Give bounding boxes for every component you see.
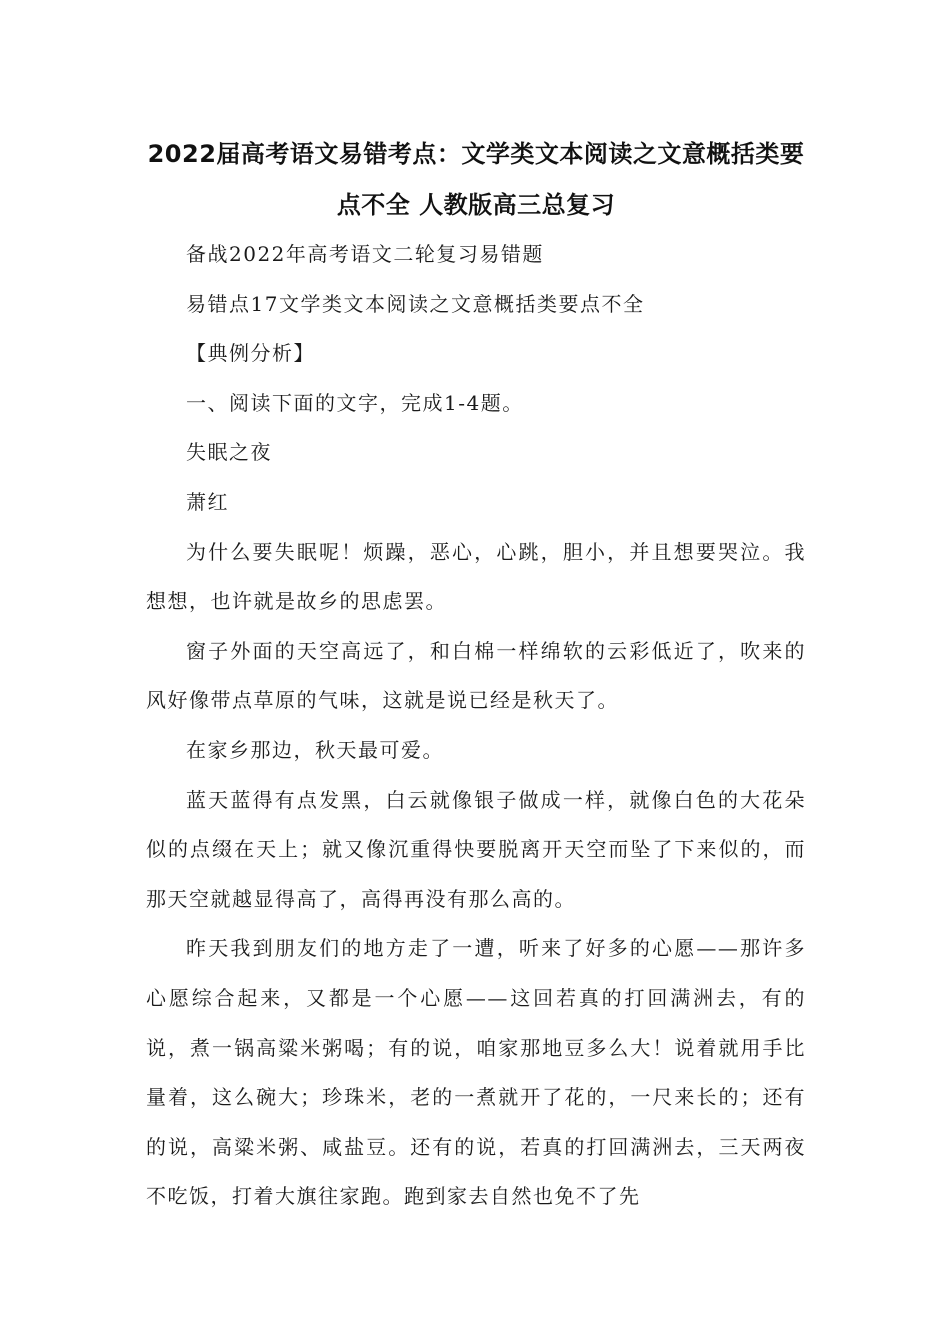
article-author: 萧红 [186,489,229,514]
body-paragraph: 在家乡那边，秋天最可爱。 [186,737,444,762]
section-heading: 【典例分析】 [186,341,315,366]
body-paragraph: 蓝天蓝得有点发黑，白云就像银子做成一样，就像白色的大花朵似的点缀在天上；就又像沉重得快要脱离开天空而坠了下来似的，而那天空就越显得高了，高得再没有那么高的。 [146,787,806,911]
article-title: 失眠之夜 [186,440,272,465]
error-point-paragraph: 易错点17文学类文本阅读之文意概括类要点不全 [186,291,645,316]
document-title-line-2: 点不全 人教版高三总复习 [336,191,616,219]
body-paragraph: 窗子外面的天空高远了，和白棉一样绵软的云彩低近了，吹来的风好像带点草原的气味，这就是说已经是秋天了。 [146,638,806,713]
document-body [146,230,806,1222]
subtitle-paragraph: 备战2022年高考语文二轮复习易错题 [186,242,544,266]
body-paragraph: 昨天我到朋友们的地方走了一遭，听来了好多的心愿——那许多心愿综合起来，又都是一个心愿——这回若真的打回满洲去，有的说，煮一锅高粱米粥喝；有的说，咱家那地豆多么大！说着就用手比量着，这么碗大；珍珠米，老的一煮就开了花的，一尺来长的；还有的说，高粱米粥、咸盐豆。还有的说，若真的打回满洲去，三天两夜不吃饭，打着大旗往家跑。跑到家去自然也免不了先 [146,936,806,1209]
body-paragraph: 为什么要失眠呢！烦躁，恶心，心跳，胆小，并且想要哭泣。我想想，也许就是故乡的思虑罢。 [146,539,806,614]
document-title-line-1: 2022届高考语文易错考点：文学类文本阅读之文意概括类要 [147,140,805,168]
question-instruction: 一、阅读下面的文字，完成1-4题。 [186,390,524,415]
